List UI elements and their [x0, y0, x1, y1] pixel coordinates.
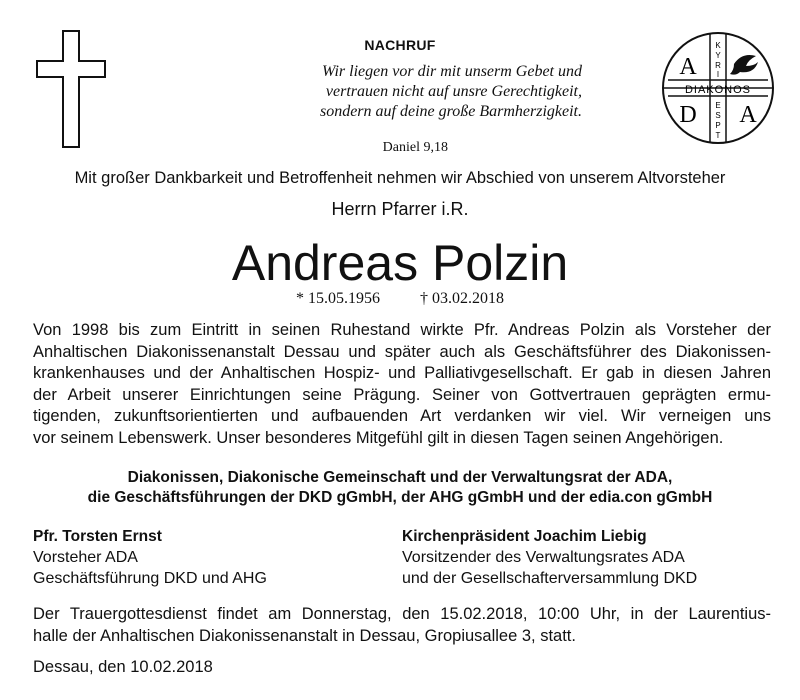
emblem-vertical-k: K [715, 41, 721, 50]
svg-text:S: S [715, 111, 721, 120]
place-and-date: Dessau, den 10.02.2018 [33, 658, 213, 676]
signatory-left [33, 526, 267, 589]
organization-line: die Geschäftsführungen der DKD gGmbH, der AHG gGmbH und der edia.con gGmbH [87, 489, 713, 506]
emblem-letter-a: A [679, 54, 697, 80]
death-date: † 03.02.2018 [420, 290, 504, 307]
service-line: halle der Anhaltischen Diakonissenanstalt in Dessau, Gropiusallee 3, statt. [33, 626, 576, 645]
signatory-name: Kirchenpräsident Joachim Liebig [402, 528, 647, 545]
deceased-name: Andreas Polzin [231, 235, 569, 291]
organization-line: Diakonissen, Diakonische Gemeinschaft und der Verwaltungsrat der ADA, [127, 469, 673, 486]
verse-line: vertrauen nicht auf unsre Gerechtigkeit, [325, 83, 582, 100]
verse-line: sondern auf deine große Barmherzigkeit. [319, 103, 582, 120]
signatory-name: Pfr. Torsten Ernst [33, 528, 162, 545]
svg-text:I: I [716, 70, 720, 79]
signatory-role: Vorsitzender des Verwaltungsrates ADA [402, 549, 685, 566]
obituary-body [33, 320, 771, 449]
body-line: Von 1998 bis zum Eintritt in seinen Ruhestand wirkte Pfr. Andreas Polzin als Vorsteher der [33, 321, 771, 339]
svg-text:P: P [715, 121, 721, 130]
bible-verse [170, 62, 582, 122]
svg-text:R: R [715, 61, 721, 70]
heading-nachruf: NACHRUF [364, 37, 436, 53]
emblem-letter-a2: A [739, 102, 757, 128]
body-line: vor seinem Lebenswerk. Unser besonderes Mitgefühl gilt in diesen Tagen seinen Angehörigen. [33, 428, 724, 447]
birth-date: * 15.05.1956 [296, 290, 380, 307]
service-line: Der Trauergottesdienst findet am Donnerstag, den 15.02.2018, 10:00 Uhr, in der Laurentius- [33, 605, 771, 623]
signatory-right [402, 526, 697, 589]
deceased-title: Herrn Pfarrer i.R. [331, 199, 469, 219]
intro-text: Mit großer Dankbarkeit und Betroffenheit nehmen wir Abschied von unserem Altvorsteher [74, 169, 726, 187]
dove-icon [730, 55, 758, 75]
svg-text:T: T [715, 131, 721, 140]
signatory-role: Geschäftsführung DKD und AHG [33, 570, 267, 587]
signatory-role: und der Gesellschafterversammlung DKD [402, 570, 698, 587]
funeral-service-info [33, 604, 771, 647]
body-line: der Arbeit unserer Einrichtungen seine Prägung. Seiner von Gottvertrauen geprägten ermu- [33, 385, 771, 404]
body-line: krankenhauses und der Anhaltischen Hospiz- und Palliativgesellschaft. Er gab in diesen Jahren [33, 364, 771, 382]
body-line: Anhaltischen Diakonissenanstalt Dessau und später auch als Geschäftsführer des Diakonissen- [33, 342, 771, 361]
svg-text:Y: Y [715, 51, 721, 60]
verse-reference: Daniel 9,18 [382, 140, 448, 155]
verse-line: Wir liegen vor dir mit unserm Gebet und [322, 63, 582, 80]
svg-text:E: E [715, 101, 721, 110]
emblem-letter-d: D [679, 102, 697, 128]
mourning-organizations [0, 468, 800, 508]
signatory-role: Vorsteher ADA [33, 549, 138, 566]
emblem-center-text: DIAKONOS [684, 84, 752, 96]
body-line: tigenden, zukunftsorientierten und aufbauenden Art verdanken wir viel. Wir verneigen uns [33, 407, 771, 425]
life-dates [0, 290, 800, 308]
